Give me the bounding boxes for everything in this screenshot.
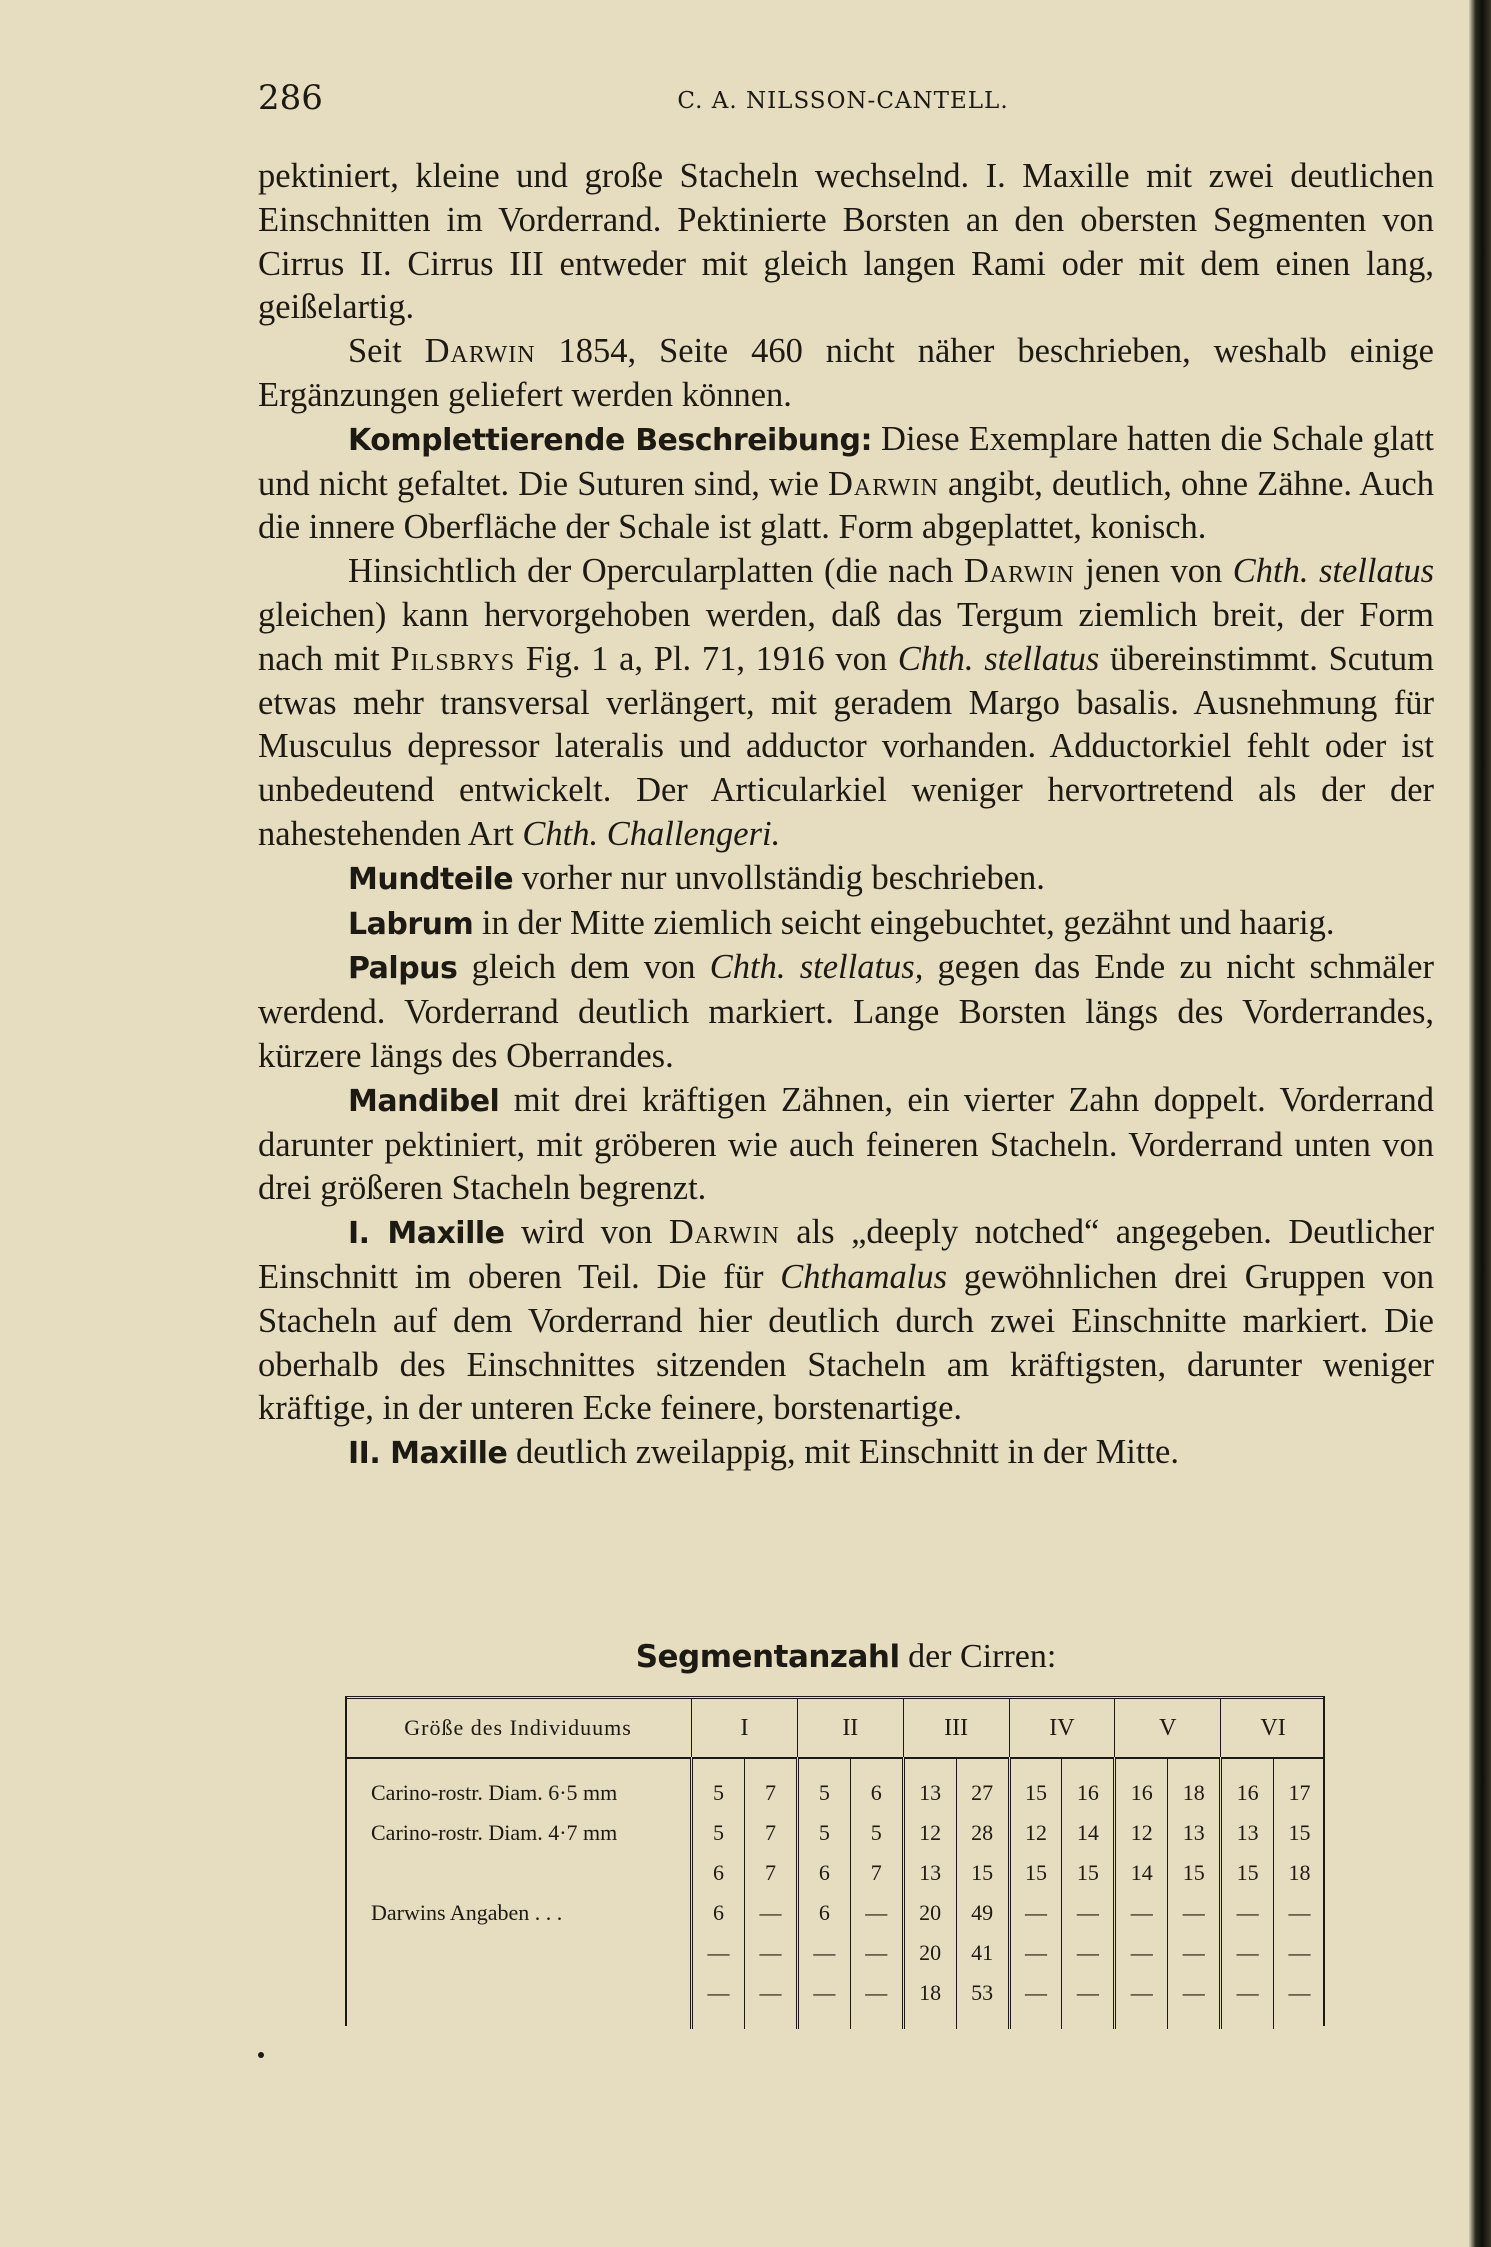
author-darwin: Darwin xyxy=(963,552,1075,591)
table-border xyxy=(1323,1696,1325,2026)
table-cell: 13 xyxy=(1221,1813,1274,1853)
table-cell: 5 xyxy=(692,1758,745,1813)
author-darwin: Darwin xyxy=(827,464,939,503)
body-text xyxy=(258,155,1434,1476)
paragraph-description: Komplettierende Beschreibung: Diese Exemplare hatten die Schale glatt und nicht gefaltet. Die Suturen sind, wie Darwin angibt, deutlich, ohne Zähne. Auch die innere Oberfläche der Schale ist glatt. Form abgeplattet, konisch. xyxy=(258,419,1434,547)
table-cell: 13 xyxy=(1168,1813,1221,1853)
column-header-size: Größe des Individuums xyxy=(345,1698,692,1759)
table-row xyxy=(345,1758,1325,1813)
species-name: Chth. stellatus xyxy=(1232,552,1434,591)
section-heading: Mandibel xyxy=(348,1083,500,1119)
table-header-row xyxy=(345,1698,1325,1759)
table-cell: — xyxy=(1115,1933,1168,1973)
author-pilsbry: Pilsbrys xyxy=(390,639,516,678)
page-number: 286 xyxy=(258,78,323,118)
table-cell: 15 xyxy=(1221,1853,1274,1893)
table-cell: — xyxy=(797,1973,850,2029)
table-row xyxy=(345,1813,1325,1853)
table-body xyxy=(345,1758,1325,2029)
table-cell: 5 xyxy=(797,1813,850,1853)
table-cell: — xyxy=(745,1933,798,1973)
table-cell: — xyxy=(1221,1973,1274,2029)
table-cell: 7 xyxy=(745,1813,798,1853)
table-cell: — xyxy=(692,1973,745,2029)
table-row xyxy=(345,1973,1325,2029)
print-speck xyxy=(258,2052,264,2058)
paragraph-1: pektiniert, kleine und große Stacheln wechselnd. I. Maxille mit zwei deutlichen Einschnitten im Vorderrand. Pektinierte Borsten an den obersten Segmenten von Cirrus II. Cirrus III entweder mit gleich langen Rami oder mit dem einen lang, geißelartig. xyxy=(258,157,1434,327)
table-cell: 15 xyxy=(1274,1813,1325,1853)
table-cell: — xyxy=(1168,1933,1221,1973)
table-row xyxy=(345,1893,1325,1933)
column-header: IV xyxy=(1009,1698,1115,1759)
table-cell: 6 xyxy=(797,1893,850,1933)
table-cell: 20 xyxy=(903,1933,956,1973)
table-cell: 41 xyxy=(956,1933,1009,1973)
paragraph-palpus: Palpus gleich dem von Chth. stellatus, gegen das Ende zu nicht schmäler werdend. Vorderrand deutlich markiert. Lange Borsten längs des Vorderrandes, kürzere längs des Oberrandes. xyxy=(258,948,1434,1075)
table-cell: — xyxy=(745,1973,798,2029)
section-heading: Komplettierende Beschreibung: xyxy=(348,422,872,458)
table-cell: — xyxy=(1009,1893,1062,1933)
table-cell: — xyxy=(1274,1933,1325,1973)
row-label: Carino-rostr. Diam. 4·7 mm xyxy=(371,1820,618,1845)
table-cell: 28 xyxy=(956,1813,1009,1853)
species-name: Chth. stellatus, xyxy=(709,948,924,987)
table-cell: 5 xyxy=(692,1813,745,1853)
table-cell: 18 xyxy=(1168,1758,1221,1813)
author-darwin: Darwin xyxy=(668,1213,780,1252)
table-cell: 15 xyxy=(956,1853,1009,1893)
table-cell: 13 xyxy=(903,1758,956,1813)
table-cell: 16 xyxy=(1221,1758,1274,1813)
table-cell: 14 xyxy=(1115,1853,1168,1893)
page-header xyxy=(258,78,1428,128)
column-header: VI xyxy=(1221,1698,1325,1759)
section-heading: Palpus xyxy=(348,951,458,987)
table-row xyxy=(345,1933,1325,1973)
table-cell: 49 xyxy=(956,1893,1009,1933)
table-cell: 15 xyxy=(1009,1758,1062,1813)
row-label xyxy=(345,1853,692,1893)
paragraph-maxille-1: I. Maxille wird von Darwin als „deeply notched“ angegeben. Deutlicher Einschnitt im oberen Teil. Die für Chthamalus gewöhnlichen drei Gruppen von Stacheln auf dem Vorderrand hier deutlich durch zwei Einschnitte markiert. Die oberhalb des Einschnittes sitzenden Stacheln am kräftigsten, darunter weniger kräftige, in der unteren Ecke feinere, borstenartige. xyxy=(258,1213,1434,1428)
table-cell: — xyxy=(1221,1893,1274,1933)
row-label: Darwins Angaben . . . xyxy=(371,1900,563,1925)
book-binding-edge xyxy=(1469,0,1491,2247)
section-heading: I. Maxille xyxy=(348,1216,505,1252)
table-cell: — xyxy=(1221,1933,1274,1973)
table-cell: 15 xyxy=(1168,1853,1221,1893)
table-cell: 12 xyxy=(1009,1813,1062,1853)
section-heading: Labrum xyxy=(348,906,474,942)
table-cell: 5 xyxy=(797,1758,850,1813)
table-cell: — xyxy=(797,1933,850,1973)
paragraph-labrum: Labrum in der Mitte ziemlich seicht eingebuchtet, gezähnt und haarig. xyxy=(348,903,1335,942)
paragraph-opercular: Hinsichtlich der Opercularplatten (die nach Darwin jenen von Chth. stellatus gleichen) kann hervorgehoben werden, daß das Tergum ziemlich breit, der Form nach mit Pilsbrys Fig. 1 a, Pl. 71, 1916 von Chth. stellatus übereinstimmt. Scutum etwas mehr transversal verlängert, mit geradem Margo basalis. Ausnehmung für Musculus depressor lateralis und adductor vorhanden. Adductorkiel fehlt oder ist unbedeutend entwickelt. Der Articularkiel weniger hervortretend als der der nahestehenden Art Chth. Challengeri. xyxy=(258,552,1434,853)
table-cell: 12 xyxy=(1115,1813,1168,1853)
table-cell: — xyxy=(745,1893,798,1933)
table-cell: 18 xyxy=(903,1973,956,2029)
table-cell: 16 xyxy=(1115,1758,1168,1813)
table-cell: 16 xyxy=(1062,1758,1115,1813)
table-cell: 53 xyxy=(956,1973,1009,2029)
table-row xyxy=(345,1853,1325,1893)
segment-table xyxy=(345,1696,1325,2029)
table-cell: — xyxy=(692,1933,745,1973)
paragraph-maxille-2: II. Maxille deutlich zweilappig, mit Einschnitt in der Mitte. xyxy=(348,1433,1179,1472)
table-cell: 5 xyxy=(850,1813,903,1853)
row-label xyxy=(345,1973,692,2029)
table-cell: — xyxy=(1115,1893,1168,1933)
table-cell: 6 xyxy=(797,1853,850,1893)
table-cell: 6 xyxy=(692,1893,745,1933)
column-header: II xyxy=(797,1698,903,1759)
table-cell: — xyxy=(1168,1893,1221,1933)
genus-name: Chthamalus xyxy=(780,1257,948,1296)
table-cell: 12 xyxy=(903,1813,956,1853)
table-cell: — xyxy=(1115,1973,1168,2029)
table-cell: 7 xyxy=(745,1853,798,1893)
segment-count-table xyxy=(345,1696,1325,2029)
table-cell: 18 xyxy=(1274,1853,1325,1893)
table-cell: 15 xyxy=(1009,1853,1062,1893)
table-cell: 7 xyxy=(745,1758,798,1813)
table-cell: — xyxy=(1168,1973,1221,2029)
table-cell: 7 xyxy=(850,1853,903,1893)
table-cell: — xyxy=(1009,1933,1062,1973)
column-header: I xyxy=(692,1698,798,1759)
paragraph-2: Seit Darwin 1854, Seite 460 nicht näher beschrieben, weshalb einige Ergänzungen geliefert werden können. xyxy=(258,332,1434,414)
table-cell: — xyxy=(1062,1893,1115,1933)
table-cell: — xyxy=(1274,1973,1325,2029)
table-cell: — xyxy=(1062,1973,1115,2029)
table-cell: 6 xyxy=(850,1758,903,1813)
table-cell: — xyxy=(1062,1933,1115,1973)
table-cell: 14 xyxy=(1062,1813,1115,1853)
table-cell: 27 xyxy=(956,1758,1009,1813)
row-label: Carino-rostr. Diam. 6·5 mm xyxy=(371,1780,618,1805)
table-cell: — xyxy=(850,1933,903,1973)
row-label xyxy=(345,1933,692,1973)
table-title: Segmentanzahl der Cirren: xyxy=(635,1638,1057,1675)
table-cell: 15 xyxy=(1062,1853,1115,1893)
section-heading: II. Maxille xyxy=(348,1436,508,1472)
table-border xyxy=(345,1696,347,2026)
table-cell: 17 xyxy=(1274,1758,1325,1813)
running-head: C. A. NILSSON-CANTELL. xyxy=(677,88,1009,114)
table-cell: — xyxy=(850,1893,903,1933)
column-header: V xyxy=(1115,1698,1221,1759)
table-cell: — xyxy=(1274,1893,1325,1933)
table-cell: — xyxy=(850,1973,903,2029)
species-name: Chth. Challengeri. xyxy=(522,814,781,853)
table-cell: 6 xyxy=(692,1853,745,1893)
table-cell: — xyxy=(1009,1973,1062,2029)
table-cell: 13 xyxy=(903,1853,956,1893)
section-heading: Mundteile xyxy=(348,861,514,897)
species-name: Chth. stellatus xyxy=(897,639,1100,678)
column-header: III xyxy=(903,1698,1009,1759)
paragraph-mundteile: Mundteile vorher nur unvollständig beschrieben. xyxy=(348,858,1045,897)
table-cell: 20 xyxy=(903,1893,956,1933)
author-darwin: Darwin xyxy=(424,332,536,371)
paragraph-mandibel: Mandibel mit drei kräftigen Zähnen, ein vierter Zahn doppelt. Vorderrand darunter pektiniert, mit gröberen wie auch feineren Stacheln. Vorderrand unten von drei größeren Stacheln begrenzt. xyxy=(258,1080,1434,1208)
